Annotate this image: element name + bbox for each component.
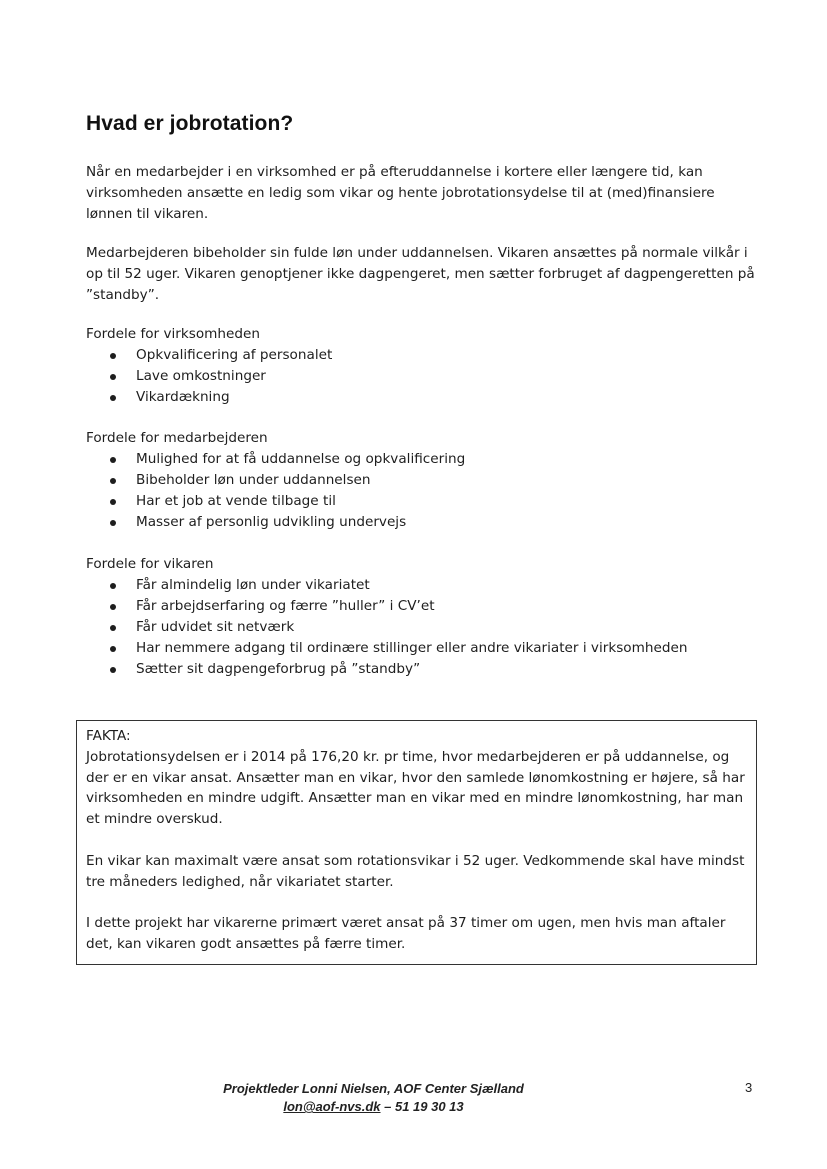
section-benefits-substitute xyxy=(86,554,746,680)
list-item: Masser af personlig udvikling undervejs xyxy=(136,512,746,533)
intro-paragraph: Når en medarbejder i en virksomhed er på efteruddannelse i kortere eller længere tid, kan virksomheden ansætte en ledig som vikar og hente jobrotationsydelse til at (med)finansiere lønnen til vikaren. xyxy=(86,164,715,222)
bullet-icon xyxy=(110,395,116,401)
bullet-icon xyxy=(110,478,116,484)
list-item: Får udvidet sit netværk xyxy=(136,617,746,638)
list-item: Lave omkostninger xyxy=(136,366,746,387)
bullet-list xyxy=(86,345,746,408)
salary-paragraph: Medarbejderen bibeholder sin fulde løn under uddannelsen. Vikaren ansættes på normale vilkår i op til 52 uger. Vikaren genoptjener ikke dagpengeret, men sætter forbruget af dagpengeretten på ”standby”. xyxy=(86,245,755,303)
bullet-icon xyxy=(110,667,116,673)
list-item: Bibeholder løn under uddannelsen xyxy=(136,470,746,491)
bullet-icon xyxy=(110,583,116,589)
list-item: Får almindelig løn under vikariatet xyxy=(136,575,746,596)
bullet-icon xyxy=(110,646,116,652)
section-benefits-company xyxy=(86,324,746,408)
bullet-icon xyxy=(110,353,116,359)
bullet-icon xyxy=(110,457,116,463)
footer-phone: – 51 19 30 13 xyxy=(380,1099,464,1114)
section-title: Fordele for virksomheden xyxy=(86,326,260,342)
list-item: Får arbejdserfaring og færre ”huller” i CV’et xyxy=(136,596,746,617)
bullet-icon xyxy=(110,520,116,526)
bullet-icon xyxy=(110,374,116,380)
bullet-list xyxy=(86,449,746,533)
page-footer xyxy=(0,1080,827,1116)
list-item: Sætter sit dagpengeforbrug på ”standby” xyxy=(136,659,746,680)
bullet-icon xyxy=(110,499,116,505)
fakta-paragraph: En vikar kan maximalt være ansat som rotationsvikar i 52 uger. Vedkommende skal have mindst tre måneders ledighed, når vikariatet starter. xyxy=(86,852,745,890)
fakta-label: FAKTA: xyxy=(86,728,131,744)
footer-author: Projektleder Lonni Nielsen, AOF Center Sjælland xyxy=(223,1081,524,1096)
fakta-paragraph: I dette projekt har vikarerne primært været ansat på 37 timer om ugen, men hvis man aftaler det, kan vikaren godt ansættes på færre timer. xyxy=(86,915,726,952)
footer-contact xyxy=(0,1098,827,1116)
page-number: 3 xyxy=(745,1080,753,1095)
list-item: Vikardækning xyxy=(136,387,746,408)
page-title: Hvad er jobrotation? xyxy=(86,112,294,135)
bullet-icon xyxy=(110,604,116,610)
section-benefits-employee xyxy=(86,428,746,533)
list-item: Mulighed for at få uddannelse og opkvalificering xyxy=(136,449,746,470)
list-item: Har et job at vende tilbage til xyxy=(136,491,746,512)
list-item: Opkvalificering af personalet xyxy=(136,345,746,366)
list-item: Har nemmere adgang til ordinære stillinger eller andre vikariater i virksomheden xyxy=(136,638,746,659)
bullet-list xyxy=(86,575,746,680)
email-link[interactable]: lon@aof-nvs.dk xyxy=(283,1099,381,1114)
fakta-paragraph: Jobrotationsydelsen er i 2014 på 176,20 kr. pr time, hvor medarbejderen er på uddannelse, og der er en vikar ansat. Ansætter man en vikar, hvor den samlede lønomkostning er højere, så har virksomheden en mindre udgift. Ansætter man en vikar med en mindre lønomkostning, har man et mindre overskud. xyxy=(86,748,745,828)
section-title: Fordele for medarbejderen xyxy=(86,430,268,446)
section-title: Fordele for vikaren xyxy=(86,556,214,572)
fakta-box xyxy=(76,720,757,965)
bullet-icon xyxy=(110,625,116,631)
